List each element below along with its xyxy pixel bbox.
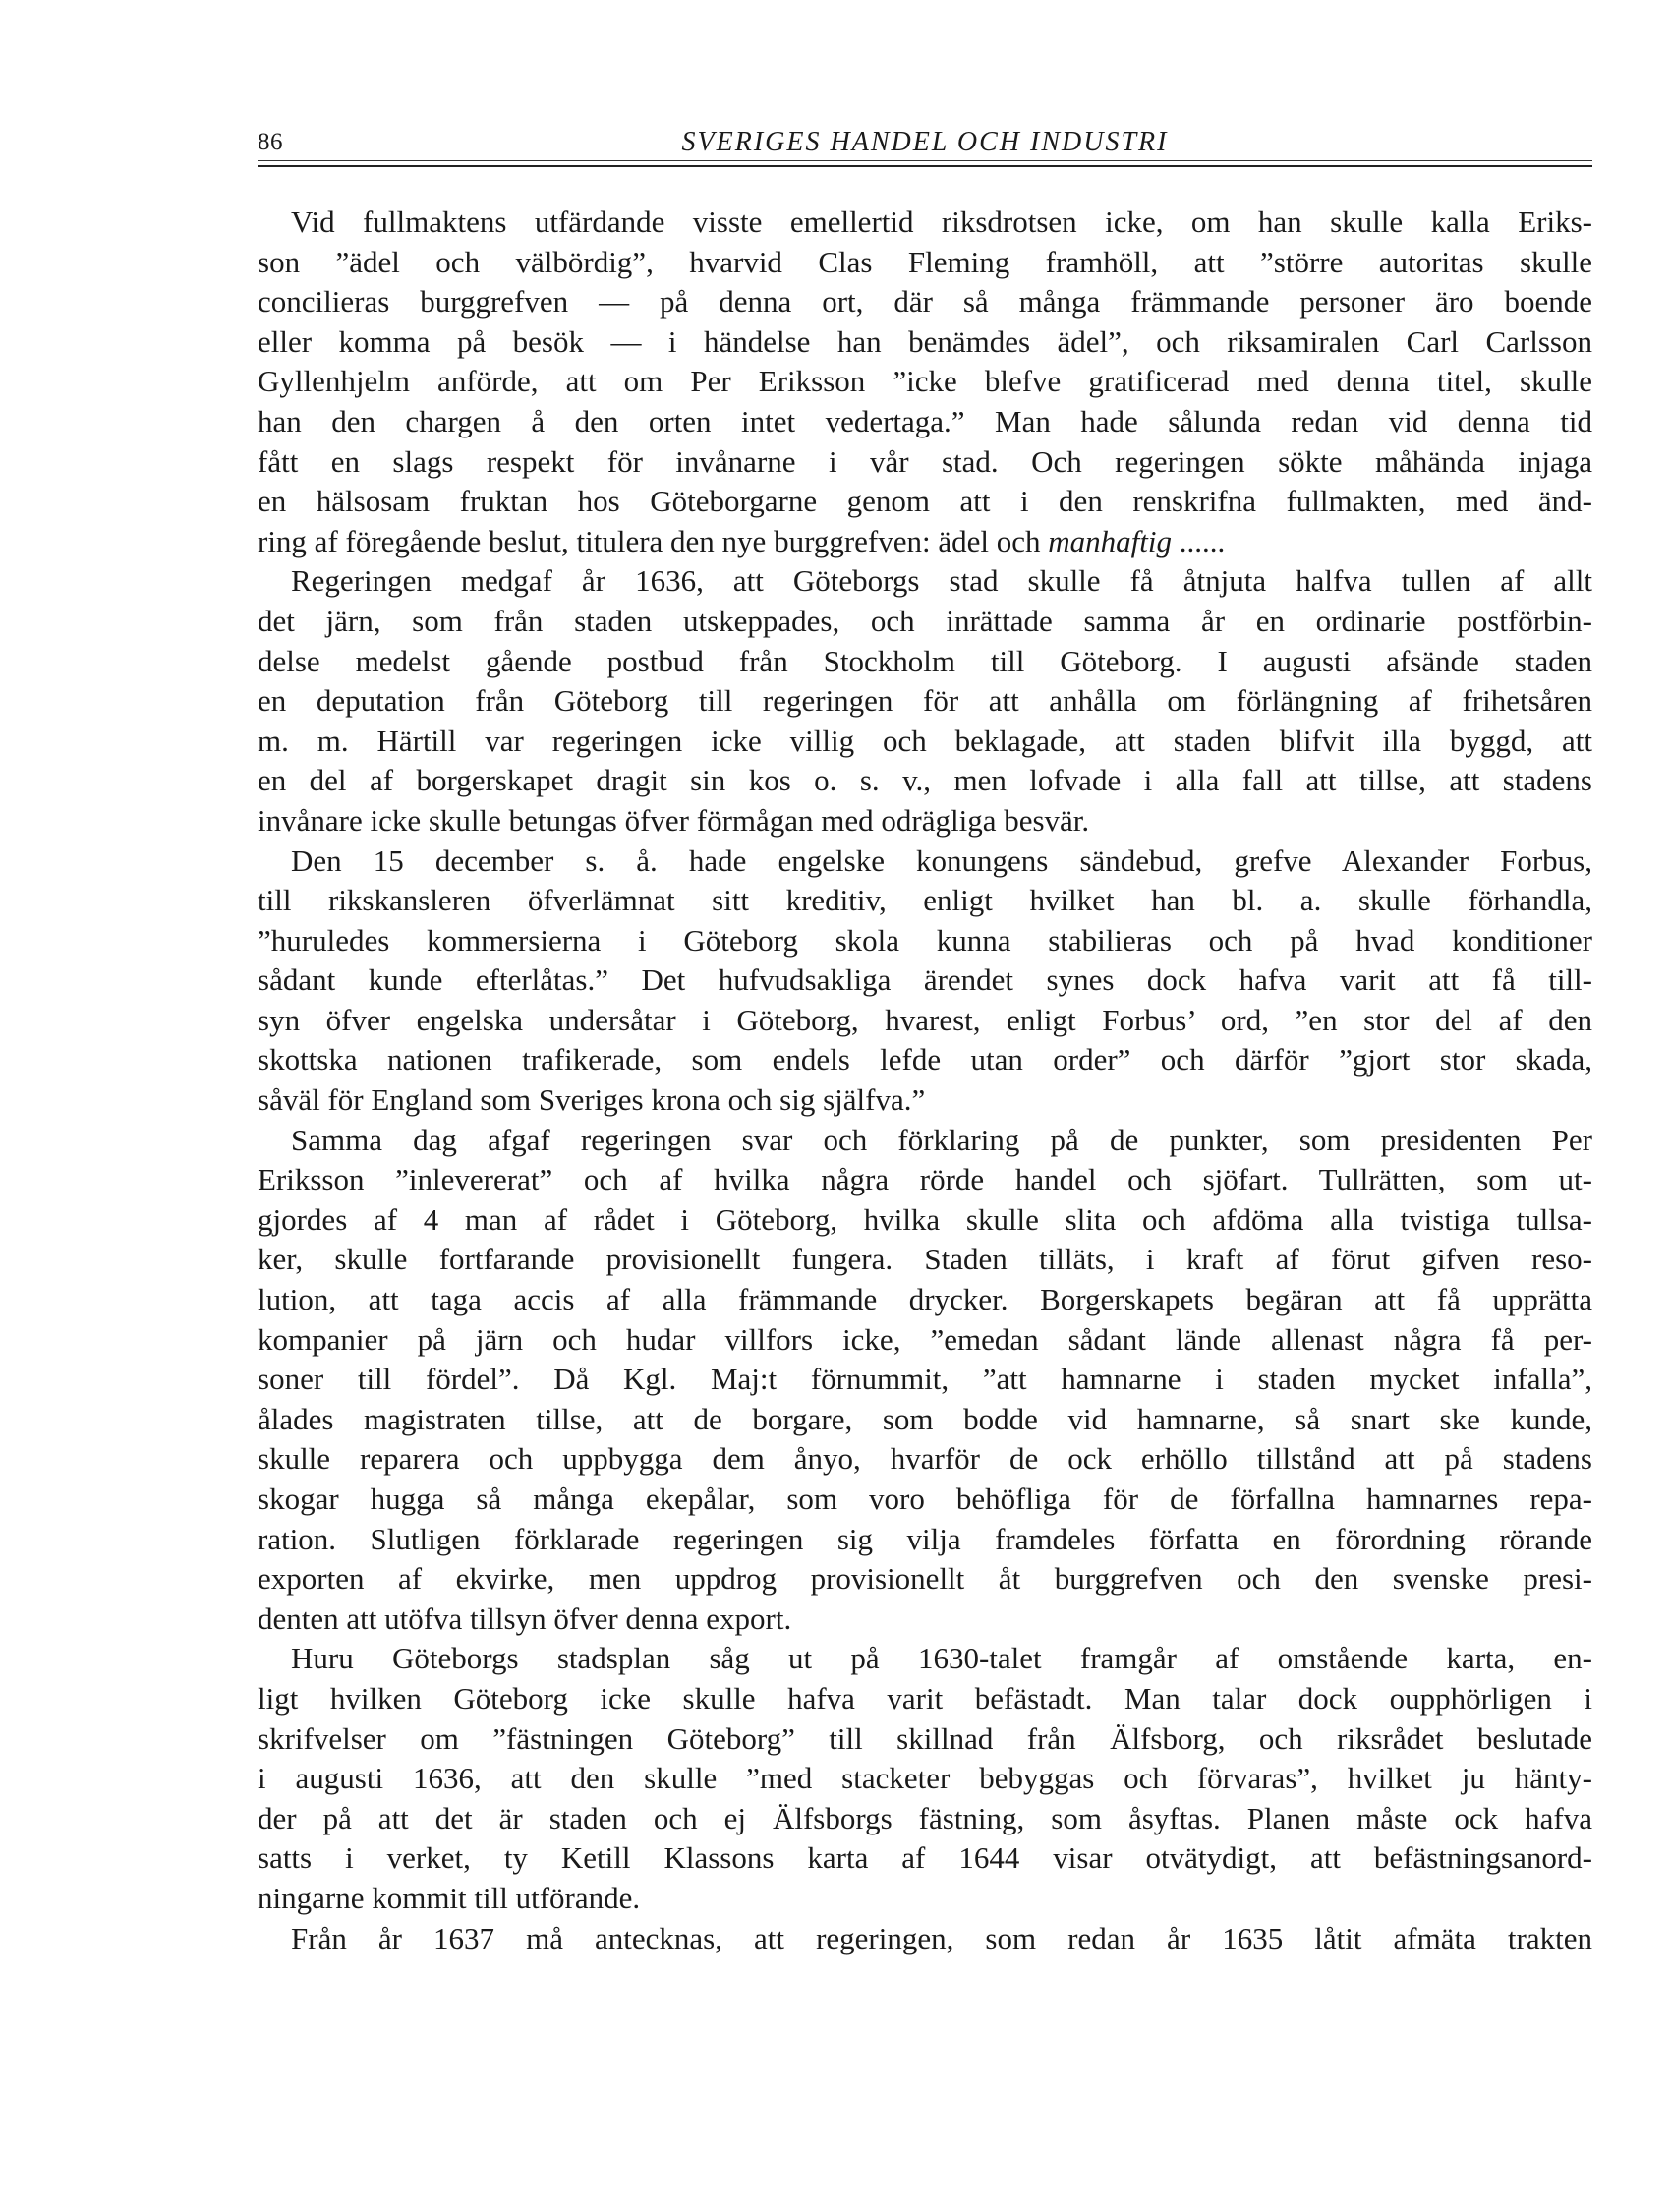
text-line: [258, 522, 1592, 562]
text-line: till rikskansleren öfverlämnat sitt kreditiv, enligt hvilket han bl. a. skulle förhandla,: [258, 883, 1592, 918]
text-line: syn öfver engelska undersåtar i Göteborg, hvarest, enligt Forbus’ ord, ”en stor del af den: [258, 1002, 1592, 1037]
text-line: kompanier på järn och hudar villfors icke, ”emedan sådant lände allenast några få per-: [258, 1321, 1592, 1357]
text-line: skrifvelser om ”fästningen Göteborg” till skillnad från Älfsborg, och riksrådet beslutade: [258, 1720, 1592, 1756]
text-line: denten att utöfva tillsyn öfver denna export.: [258, 1601, 792, 1636]
text-line: ”huruledes kommersierna i Göteborg skola kunna stabilieras och på hvad konditioner: [258, 922, 1592, 958]
paragraph: [258, 1121, 1592, 1640]
text-line: ningarne kommit till utförande.: [258, 1880, 641, 1915]
page-header: [258, 128, 1592, 175]
text-line: der på att det är staden och ej Älfsborgs fästning, som åsyftas. Planen måste ock hafva: [258, 1800, 1592, 1835]
text-line: ker, skulle fortfarande provisionellt fungera. Staden tilläts, i kraft af förut gifven reso-: [258, 1242, 1592, 1277]
text-line: en hälsosam fruktan hos Göteborgarne genom att i den renskrifna fullmakten, med änd-: [258, 484, 1592, 519]
text-line: i augusti 1636, att den skulle ”med stacketer bebyggas och förvaras”, hvilket ju hänty-: [258, 1761, 1592, 1796]
text-line: Vid fullmaktens utfärdande visste emellertid riksdrotsen icke, om han skulle kalla Eriks-: [291, 204, 1592, 239]
header-rule-thick: [258, 165, 1592, 167]
text-line: sådant kunde efterlåtas.” Det hufvudsakliga ärendet synes dock hafva varit att få till-: [258, 962, 1592, 998]
paragraph: [258, 203, 1592, 561]
text-line: invånare icke skulle betungas öfver förmågan med odrägliga besvär.: [258, 802, 1090, 838]
paragraph: [258, 1919, 1592, 1959]
running-title: SVERIGES HANDEL OCH INDUSTRI: [681, 127, 1169, 157]
text-line: Den 15 december s. å. hade engelske konungens sändebud, grefve Alexander Forbus,: [291, 843, 1592, 878]
ellipsis: ......: [1179, 523, 1226, 558]
text-line: en deputation från Göteborg till regeringen för att anhålla om förlängning af frihetsåren: [258, 683, 1592, 719]
text-line: skulle reparera och uppbygga dem ånyo, hvarför de ock erhöllo tillstånd att på stadens: [258, 1441, 1592, 1477]
text-line: skogar hugga så många ekepålar, som voro behöfliga för de förfallna hamnarnes repa-: [258, 1482, 1592, 1516]
text-line: Från år 1637 må antecknas, att regeringen, som redan år 1635 låtit afmäta trakten: [291, 1920, 1592, 1955]
paragraph: [258, 561, 1592, 841]
text-line: gjordes af 4 man af rådet i Göteborg, hvilka skulle slita och afdöma alla tvistiga tullsa-: [258, 1201, 1592, 1237]
text-line: eller komma på besök — i händelse han benämdes ädel”, och riksamiralen Carl Carlsson: [258, 323, 1592, 359]
text-line: såväl för England som Sveriges krona och sig själfva.”: [258, 1082, 926, 1118]
paragraph: [258, 842, 1592, 1121]
text-line: m. m. Härtill var regeringen icke villig och beklagade, att staden blifvit illa byggd, att: [258, 723, 1592, 758]
text-span: ring af föregående beslut, titulera den nye burggrefven: ädel och: [258, 523, 1041, 558]
text-line: Samma dag afgaf regeringen svar och förklaring på de punkter, som presidenten Per: [291, 1122, 1592, 1157]
text-line: fått en slags respekt för invånarne i vår stad. Och regeringen sökte måhända injaga: [258, 443, 1592, 479]
text-line: ration. Slutligen förklarade regeringen sig vilja framdeles författa en förordning rörande: [258, 1521, 1592, 1556]
text-line: ålades magistraten tillse, att de borgare, som bodde vid hamnarne, så snart ske kunde,: [258, 1401, 1592, 1436]
text-line: Huru Göteborgs stadsplan såg ut på 1630-talet framgår af omstående karta, en-: [291, 1641, 1592, 1676]
text-line: skottska nationen trafikerade, som endels lefde utan order” och därför ”gjort stor skada,: [258, 1042, 1592, 1077]
text-line: satts i verket, ty Ketill Klassons karta af 1644 visar otvätydigt, att befästningsanord-: [258, 1840, 1592, 1876]
header-rule: [258, 160, 1592, 161]
text-line: concilieras burggrefven — på denna ort, där så många främmande personer äro boende: [258, 284, 1592, 320]
paragraph: [258, 1639, 1592, 1918]
text-line: lution, att taga accis af alla främmande drycker. Borgerskapets begäran att få upprätta: [258, 1282, 1592, 1317]
body-text: [258, 203, 1592, 1958]
text-line: han den chargen å den orten intet vedertaga.” Man hade sålunda redan vid denna tid: [258, 403, 1592, 438]
text-line: exporten af ekvirke, men uppdrog provisionellt åt burggrefven och den svenske presi-: [258, 1561, 1592, 1597]
text-line: ligt hvilken Göteborg icke skulle hafva varit befästadt. Man talar dock oupphörligen i: [258, 1680, 1592, 1716]
text-line: en del af borgerskapet dragit sin kos o. s. v., men lofvade i alla fall att tillse, att stadens: [258, 763, 1592, 798]
text-line: son ”ädel och välbördig”, hvarvid Clas Fleming framhöll, att ”större autoritas skulle: [258, 244, 1592, 279]
emphasized-word: manhaftig: [1048, 523, 1172, 558]
text-line: Gyllenhjelm anförde, att om Per Eriksson ”icke blefve gratificerad med denna titel, skulle: [258, 364, 1592, 399]
page-number: 86: [258, 129, 283, 155]
text-line: det järn, som från staden utskeppades, och inrättade samma år en ordinarie postförbin-: [258, 603, 1592, 638]
text-line: Eriksson ”inlevererat” och af hvilka några rörde handel och sjöfart. Tullrätten, som ut-: [258, 1162, 1592, 1197]
text-line: soner till fördel”. Då Kgl. Maj:t förnummit, ”att hamnarne i staden mycket infalla”,: [258, 1362, 1592, 1397]
text-line: Regeringen medgaf år 1636, att Göteborgs stad skulle få åtnjuta halfva tullen af allt: [291, 563, 1592, 599]
text-line: delse medelst gående postbud från Stockholm till Göteborg. I augusti afsände staden: [258, 643, 1592, 678]
